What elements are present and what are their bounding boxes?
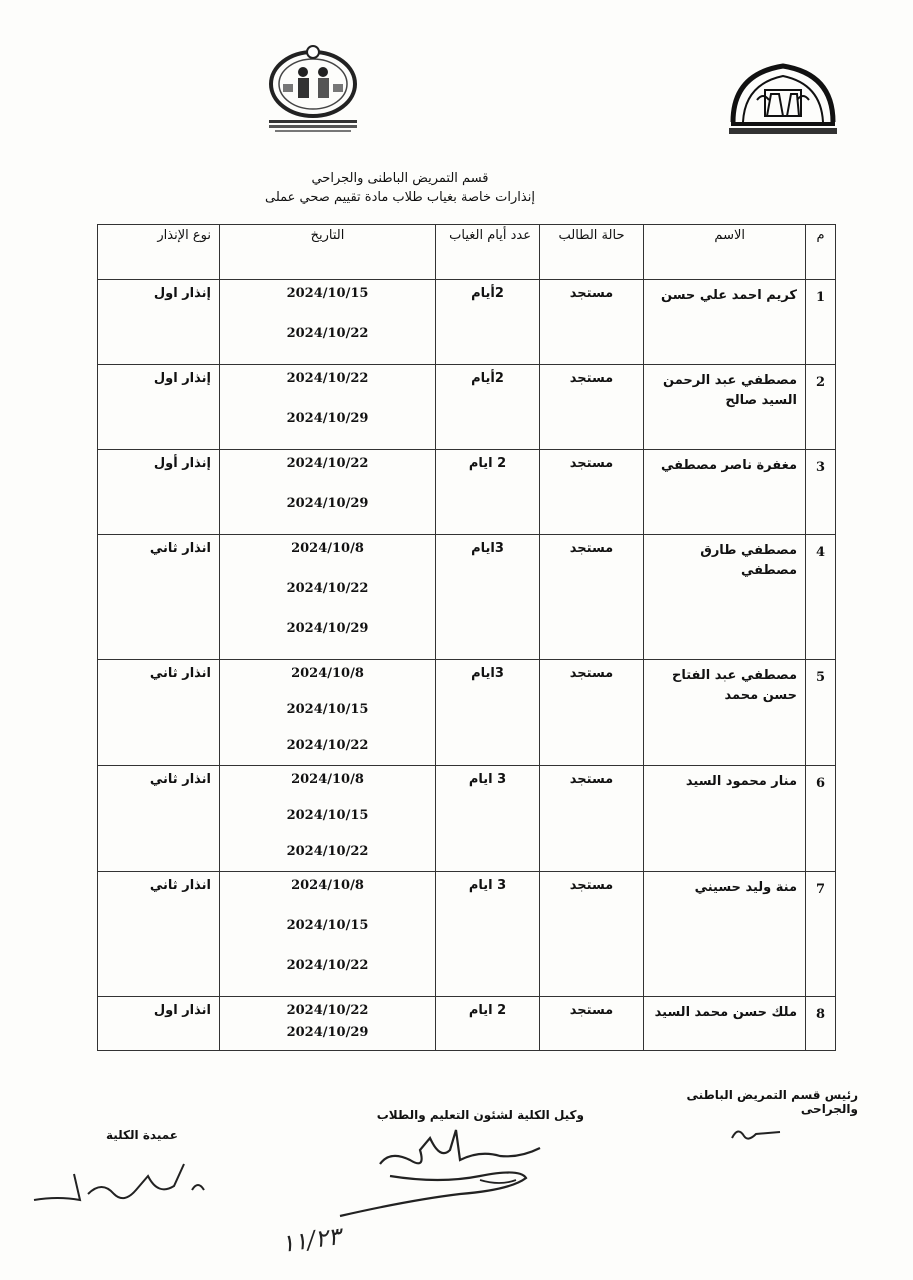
absence-date: 2024/10/8: [291, 541, 364, 556]
absence-dates: [220, 535, 436, 660]
absence-days: 3ايام: [436, 535, 540, 660]
student-name: منة وليد حسيني: [644, 872, 806, 997]
absence-days: 2أيام: [436, 280, 540, 365]
dean-signature: [28, 1150, 208, 1210]
student-name: مصطفي عبد الرحمن السيد صالح: [644, 365, 806, 450]
table-row: [98, 766, 836, 872]
row-number: 8: [806, 997, 836, 1051]
table-row: [98, 535, 836, 660]
warning-type: انذار ثاني: [98, 872, 220, 997]
absence-date: 2024/10/8: [291, 878, 364, 893]
student-status: مستجد: [540, 872, 644, 997]
absence-date: 2024/10/29: [286, 621, 369, 636]
col-header-type: نوع الإنذار: [98, 225, 220, 280]
absence-date: 2024/10/15: [286, 702, 369, 717]
row-number: 1: [806, 280, 836, 365]
student-name: ملك حسن محمد السيد: [644, 997, 806, 1051]
absence-dates: [220, 766, 436, 872]
absence-days: 3 ايام: [436, 872, 540, 997]
absence-date: 2024/10/22: [286, 326, 369, 341]
student-status: مستجد: [540, 766, 644, 872]
absence-date: 2024/10/22: [286, 958, 369, 973]
col-header-name: الاسم: [644, 225, 806, 280]
absence-date: 2024/10/22: [286, 844, 369, 859]
row-number: 3: [806, 450, 836, 535]
absence-dates: [220, 660, 436, 766]
department-title: قسم التمريض الباطنى والجراحي: [311, 171, 489, 186]
student-name: مصطفي عبد الفتاح حسن محمد: [644, 660, 806, 766]
warning-type: إنذار أول: [98, 450, 220, 535]
absence-dates: [220, 872, 436, 997]
absence-date: 2024/10/29: [286, 496, 369, 511]
row-number: 2: [806, 365, 836, 450]
student-status: مستجد: [540, 535, 644, 660]
absence-dates: [220, 280, 436, 365]
university-seal-logo: [727, 60, 839, 140]
department-head-title: رئيس قسم التمريض الباطنى والجراحى: [686, 1088, 858, 1116]
dean-title: عميدة الكلية: [105, 1128, 178, 1142]
row-number: 5: [806, 660, 836, 766]
student-status: مستجد: [540, 280, 644, 365]
absence-date: 2024/10/22: [286, 371, 369, 386]
absence-days: 2أيام: [436, 365, 540, 450]
absence-date: 2024/10/15: [286, 918, 369, 933]
absence-date: 2024/10/22: [286, 456, 369, 471]
student-status: مستجد: [540, 997, 644, 1051]
absence-dates: [220, 365, 436, 450]
faculty-of-nursing-logo: [255, 40, 371, 136]
warning-type: انذار ثاني: [98, 660, 220, 766]
student-name: مغفرة ناصر مصطفي: [644, 450, 806, 535]
absence-date: 2024/10/29: [286, 411, 369, 426]
table-header-row: [98, 225, 836, 280]
absence-date: 2024/10/15: [286, 286, 369, 301]
vice-dean-title: وكيل الكلية لشئون التعليم والطلاب: [376, 1108, 584, 1122]
absence-date: 2024/10/8: [291, 666, 364, 681]
absence-date: 2024/10/22: [286, 1003, 369, 1018]
absence-dates: [220, 450, 436, 535]
department-head-signature: [728, 1118, 784, 1146]
handwritten-date: ١١/٢٣: [279, 1221, 343, 1259]
student-name: مصطفي طارق مصطفي: [644, 535, 806, 660]
student-status: مستجد: [540, 660, 644, 766]
col-header-days: عدد أيام الغياب: [436, 225, 540, 280]
student-status: مستجد: [540, 450, 644, 535]
warning-type: انذار اول: [98, 997, 220, 1051]
absence-days: 3ايام: [436, 660, 540, 766]
table-row: [98, 872, 836, 997]
vice-dean-signature: [330, 1120, 560, 1226]
row-number: 4: [806, 535, 836, 660]
col-header-dates: التاريخ: [220, 225, 436, 280]
absence-date: 2024/10/8: [291, 772, 364, 787]
warning-type: انذار ثاني: [98, 766, 220, 872]
table-row: [98, 450, 836, 535]
table-row: [98, 280, 836, 365]
document-subtitle: إنذارات خاصة بغياب طلاب مادة تقييم صحي عملى: [265, 190, 535, 205]
absence-date: 2024/10/15: [286, 808, 369, 823]
absence-date: 2024/10/22: [286, 738, 369, 753]
absence-warnings-table: [97, 224, 836, 1051]
absence-days: 2 ايام: [436, 450, 540, 535]
warning-type: انذار ثاني: [98, 535, 220, 660]
student-status: مستجد: [540, 365, 644, 450]
absence-date: 2024/10/22: [286, 581, 369, 596]
absence-days: 3 ايام: [436, 766, 540, 872]
row-number: 7: [806, 872, 836, 997]
warning-type: إنذار اول: [98, 280, 220, 365]
col-header-num: م: [806, 225, 836, 280]
row-number: 6: [806, 766, 836, 872]
student-name: منار محمود السيد: [644, 766, 806, 872]
student-name: كريم احمد علي حسن: [644, 280, 806, 365]
absence-days: 2 ايام: [436, 997, 540, 1051]
table-row: [98, 365, 836, 450]
absence-date: 2024/10/29: [286, 1025, 369, 1040]
table-row: [98, 997, 836, 1051]
absence-dates: [220, 997, 436, 1051]
table-row: [98, 660, 836, 766]
col-header-status: حالة الطالب: [540, 225, 644, 280]
warning-type: إنذار اول: [98, 365, 220, 450]
